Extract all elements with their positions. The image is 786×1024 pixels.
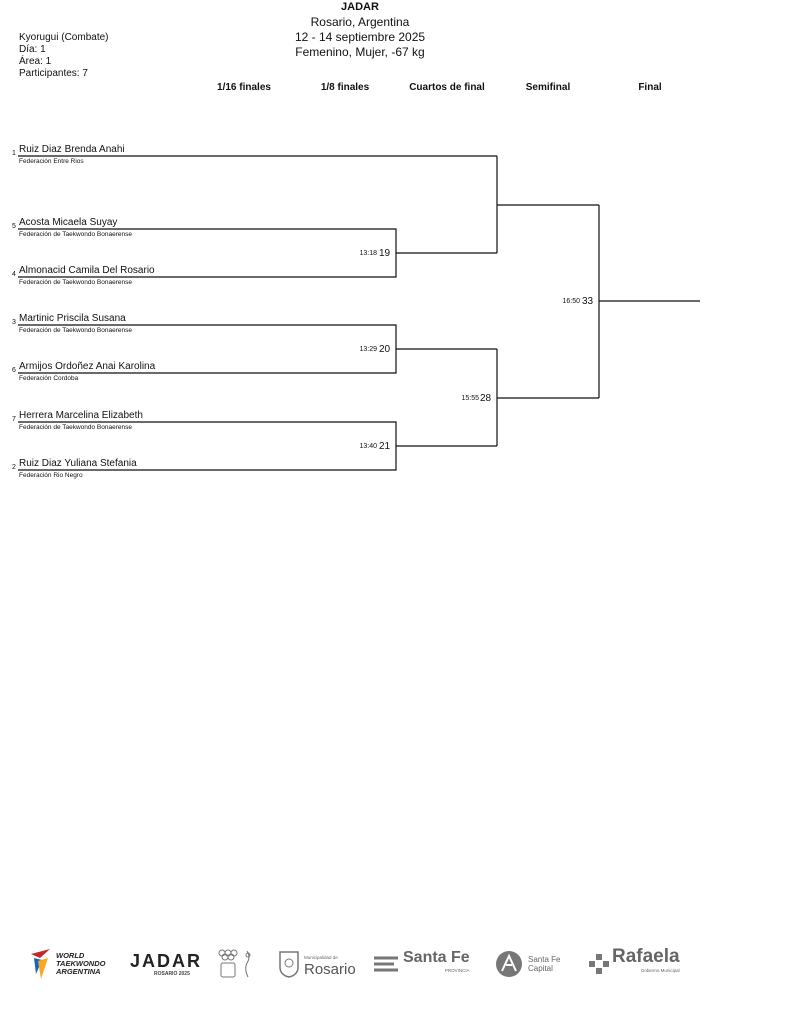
match-number: 28 xyxy=(480,393,492,404)
match-time: 13:29 xyxy=(359,346,377,353)
olympic-committee-logo xyxy=(217,942,259,986)
world-taekwondo-argentina-logo xyxy=(28,942,120,986)
match-number: 19 xyxy=(379,248,391,259)
discipline-label: Kyorugui (Combate) xyxy=(19,32,109,43)
logo-text: WORLD xyxy=(56,951,85,960)
rafaela-icon xyxy=(588,953,610,975)
seed-number: 2 xyxy=(12,464,16,471)
logo-text: Gobierno Municipal xyxy=(640,968,680,973)
competitor-federation: Federación de Taekwondo Bonaerense xyxy=(19,327,132,334)
competitor-name: Acosta Micaela Suyay xyxy=(19,217,118,228)
match-time: 13:18 xyxy=(359,250,377,257)
competitor-federation: Federación de Taekwondo Bonaerense xyxy=(19,231,132,238)
competitor-federation: Federación de Taekwondo Bonaerense xyxy=(19,279,132,286)
logo-text: Capital xyxy=(528,964,553,973)
seed-number: 3 xyxy=(12,319,16,326)
logo-text: Rafaela xyxy=(612,946,680,967)
round-header-semifinal: Semifinal xyxy=(525,82,571,93)
municipalidad-rosario-logo xyxy=(277,942,359,986)
match-number: 21 xyxy=(379,441,391,452)
seed-number: 6 xyxy=(12,367,16,374)
logo-text: PROVINCIA xyxy=(444,968,470,973)
santa-fe-stripes-icon xyxy=(372,953,400,975)
competitor-name: Almonacid Camila Del Rosario xyxy=(19,265,155,276)
competitor-name: Martinic Priscila Susana xyxy=(19,313,126,324)
competitor-federation: Federación Entre Rios xyxy=(19,158,84,165)
participants-label: Participantes: 7 xyxy=(19,68,88,79)
seed-number: 5 xyxy=(12,223,16,230)
competitor-federation: Federación Cordoba xyxy=(19,375,79,382)
round-header-1-8: 1/8 finales xyxy=(320,82,370,93)
match-number: 33 xyxy=(582,296,594,307)
olympic-rings-icon xyxy=(217,947,257,981)
jadar-logo xyxy=(130,942,202,986)
event-location: Rosario, Argentina xyxy=(310,15,410,29)
day-label: Día: 1 xyxy=(19,44,46,55)
logo-text: Santa Fe xyxy=(528,955,561,964)
competitor-federation: Federación Rio Negro xyxy=(19,472,83,479)
competitor-name: Armijos Ordoñez Anai Karolina xyxy=(19,361,156,372)
seed-number: 4 xyxy=(12,271,16,278)
logo-text: ROSARIO 2025 xyxy=(154,971,190,977)
competitor-federation: Federación de Taekwondo Bonaerense xyxy=(19,424,132,431)
logo-text: Santa Fe xyxy=(403,949,470,966)
competitor-name: Herrera Marcelina Elizabeth xyxy=(19,410,143,421)
competitor-name: Ruiz Diaz Yuliana Stefania xyxy=(19,458,137,469)
logo-text: ARGENTINA xyxy=(56,967,101,976)
logo-text: JADAR xyxy=(130,951,203,971)
area-label: Área: 1 xyxy=(19,56,52,67)
logo-text: Municipalidad de xyxy=(304,955,338,960)
round-header-final: Final xyxy=(638,82,662,93)
event-title: JADAR xyxy=(341,1,379,13)
rosario-crest-icon xyxy=(277,949,301,979)
match-number: 20 xyxy=(379,344,391,355)
seed-number: 7 xyxy=(12,416,16,423)
santa-fe-provincia-logo xyxy=(372,942,476,986)
competitor-name: Ruiz Diaz Brenda Anahi xyxy=(19,144,125,155)
logo-text: Rosario xyxy=(304,961,356,978)
taekwondo-figure-icon xyxy=(28,946,54,982)
match-time: 13:40 xyxy=(359,443,377,450)
round-header-1-16: 1/16 finales xyxy=(217,82,271,93)
santa-fe-capital-logo xyxy=(494,942,572,986)
logo-text: TAEKWONDO xyxy=(56,959,106,968)
event-category: Femenino, Mujer, -67 kg xyxy=(295,45,425,59)
match-time: 15:55 xyxy=(461,395,479,402)
event-dates: 12 - 14 septiembre 2025 xyxy=(294,30,426,44)
rafaela-logo xyxy=(588,942,688,986)
round-header-quarterfinal: Cuartos de final xyxy=(409,82,485,93)
match-time: 16:50 xyxy=(562,298,580,305)
santa-fe-capital-icon xyxy=(494,949,524,979)
seed-number: 1 xyxy=(12,150,16,157)
